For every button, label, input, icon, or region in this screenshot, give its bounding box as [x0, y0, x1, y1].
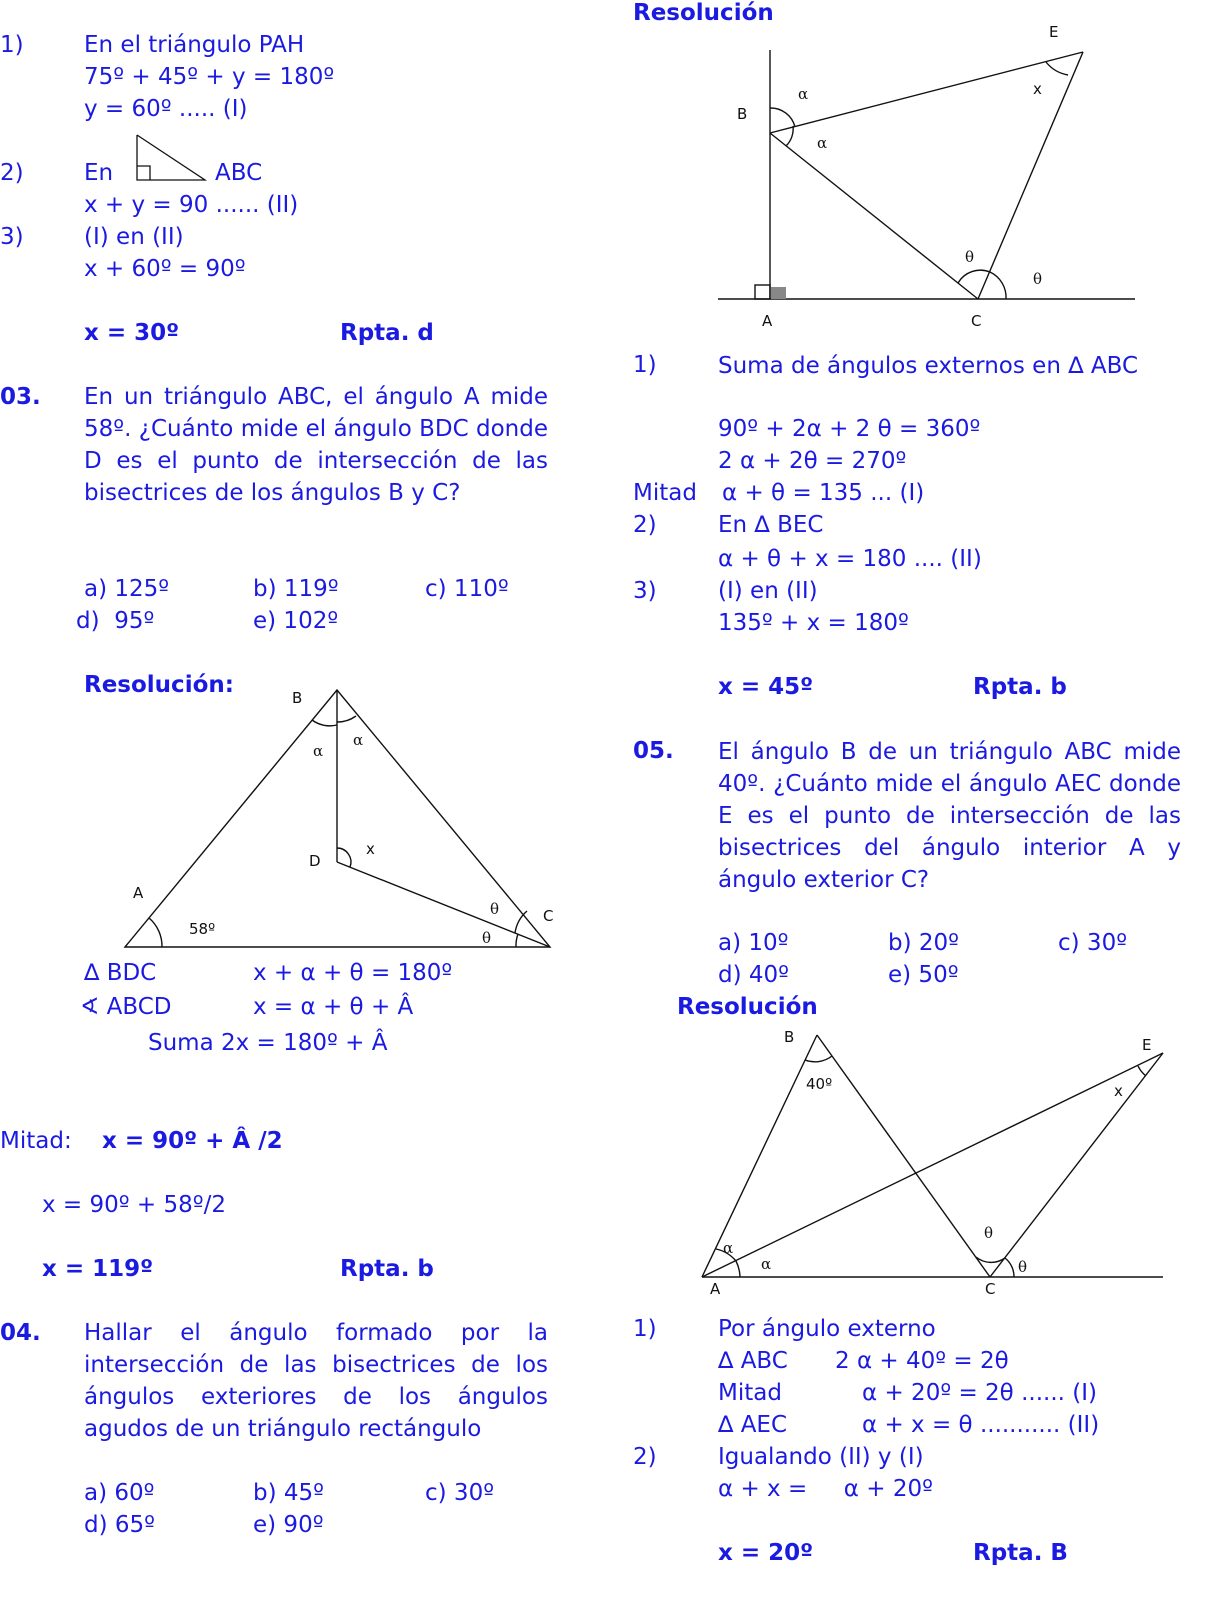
- label-x: x: [366, 840, 375, 858]
- label-alpha: α: [313, 742, 324, 760]
- label-angle-a: 58º: [189, 920, 216, 938]
- problem-statement: Hallar el ángulo formado por la intersección de las bisectrices de los ángulos exteriores de los ángulos agudos de un triángulo rectángulo: [84, 1320, 548, 1442]
- step-number: 1): [633, 1316, 657, 1342]
- step-text: (I) en (II): [718, 578, 818, 604]
- step-text: En: [84, 160, 114, 186]
- problem-number: 03.: [0, 384, 41, 410]
- result: x = 20º: [718, 1540, 814, 1566]
- answer: Rpta. d: [340, 320, 434, 346]
- step-number: 3): [0, 224, 24, 250]
- label-alpha: α: [723, 1239, 734, 1257]
- label-a: A: [133, 884, 144, 902]
- option: c) 30º: [1058, 930, 1128, 956]
- result: x = 45º: [718, 674, 814, 700]
- equation: Suma 2x = 180º + Â: [148, 1030, 388, 1056]
- equation: x = 90º + Â /2: [102, 1128, 283, 1154]
- option: c) 30º: [425, 1480, 495, 1506]
- problem-statement: El ángulo B de un triángulo ABC mide 40º. ¿Cuánto mide el ángulo AEC donde E es el punto de intersección de las bisectrices del ángulo interior A y ángulo exterior C?: [718, 739, 1181, 893]
- option: a) 60º: [84, 1480, 155, 1506]
- option: d) 40º: [718, 962, 789, 988]
- label-d: D: [309, 852, 321, 870]
- step-number: 3): [633, 578, 657, 604]
- step-text: En el triángulo PAH: [84, 32, 305, 58]
- equation: 135º + x = 180º: [718, 610, 909, 636]
- label-theta: θ: [984, 1224, 994, 1242]
- equation: 2 α + 40º = 2θ: [835, 1348, 1009, 1374]
- step-label: Mitad:: [0, 1128, 72, 1154]
- label-c: C: [543, 907, 554, 925]
- option: a) 10º: [718, 930, 789, 956]
- label-e: E: [1142, 1036, 1152, 1054]
- option: c) 110º: [425, 576, 509, 602]
- equation: α + x = α + 20º: [718, 1476, 933, 1502]
- option: e) 102º: [253, 608, 339, 634]
- label-theta: θ: [965, 248, 975, 266]
- label-b: B: [784, 1028, 795, 1046]
- label-angle-b: 40º: [806, 1075, 833, 1093]
- equation: α + x = θ ........... (II): [862, 1412, 1100, 1438]
- label-a: A: [710, 1280, 721, 1298]
- equation: 75º + 45º + y = 180º: [84, 64, 335, 90]
- label-theta: θ: [1033, 270, 1043, 288]
- equation: x + y = 90 ...... (II): [84, 192, 299, 218]
- label-a: A: [762, 312, 773, 330]
- label-c: C: [971, 312, 982, 330]
- option: d) 65º: [84, 1512, 155, 1538]
- step-label: ∢ ABCD: [80, 994, 172, 1020]
- label-x: x: [1033, 80, 1042, 98]
- resolution-title: Resolución: [677, 994, 818, 1020]
- option: b) 45º: [253, 1480, 324, 1506]
- result: x = 30º: [84, 320, 180, 346]
- step-label: ∆ AEC: [718, 1412, 788, 1438]
- step-text: Igualando (II) y (I): [718, 1444, 924, 1470]
- step-text: Por ángulo externo: [718, 1316, 936, 1342]
- problem-number: 05.: [633, 738, 674, 764]
- option: b) 119º: [253, 576, 339, 602]
- result: x = 119º: [42, 1256, 154, 1282]
- option: e) 50º: [888, 962, 959, 988]
- step-label: Mitad: [633, 480, 697, 506]
- label-c: C: [985, 1280, 996, 1298]
- step-number: 2): [633, 512, 657, 538]
- option: e) 90º: [253, 1512, 324, 1538]
- step-text: En ∆ BEC: [718, 512, 824, 538]
- step-number: 2): [633, 1444, 657, 1470]
- step-number: 2): [0, 160, 24, 186]
- label-b: B: [292, 689, 303, 707]
- resolution-title: Resolución:: [84, 672, 234, 698]
- label-e: E: [1049, 23, 1059, 41]
- label-alpha: α: [761, 1255, 772, 1273]
- step-label: ∆ BDC: [84, 960, 157, 986]
- problem-statement: En un triángulo ABC, el ángulo A mide 58º. ¿Cuánto mide el ángulo BDC donde D es el punto de intersección de las bisectrices de los ángulos B y C?: [84, 384, 548, 506]
- equation: α + 20º = 2θ ...... (I): [862, 1380, 1097, 1406]
- step-label: Mitad: [718, 1380, 782, 1406]
- label-alpha: α: [353, 731, 364, 749]
- label-alpha: α: [817, 134, 828, 152]
- equation: 2 α + 2θ = 270º: [718, 448, 907, 474]
- option: a) 125º: [84, 576, 170, 602]
- step-number: 1): [633, 352, 657, 378]
- equation: x + 60º = 90º: [84, 256, 246, 282]
- equation: x + α + θ = 180º: [253, 960, 453, 986]
- option: b) 20º: [888, 930, 959, 956]
- label-b: B: [737, 105, 748, 123]
- step-label: ∆ ABC: [718, 1348, 788, 1374]
- equation: α + θ + x = 180 .... (II): [718, 546, 982, 572]
- equation: α + θ = 135 ... (I): [722, 480, 925, 506]
- equation: x = 90º + 58º/2: [42, 1192, 226, 1218]
- label-x: x: [1114, 1082, 1123, 1100]
- answer: Rpta. B: [973, 1540, 1068, 1566]
- equation: x = α + θ + Â: [253, 994, 414, 1020]
- label-theta: θ: [1018, 1258, 1028, 1276]
- problem-number: 04.: [0, 1320, 41, 1346]
- step-text: Suma de ángulos externos en ∆ ABC: [718, 353, 1139, 379]
- equation: y = 60º ..... (I): [84, 96, 248, 122]
- equation: 90º + 2α + 2 θ = 360º: [718, 416, 981, 442]
- step-number: 1): [0, 32, 24, 58]
- label-theta: θ: [482, 929, 492, 947]
- answer: Rpta. b: [340, 1256, 434, 1282]
- answer: Rpta. b: [973, 674, 1067, 700]
- resolution-title: Resolución: [633, 0, 774, 26]
- label-alpha: α: [798, 85, 809, 103]
- step-text: ABC: [215, 160, 263, 186]
- label-theta: θ: [490, 900, 500, 918]
- option: d) 95º: [76, 608, 155, 634]
- step-text: (I) en (II): [84, 224, 184, 250]
